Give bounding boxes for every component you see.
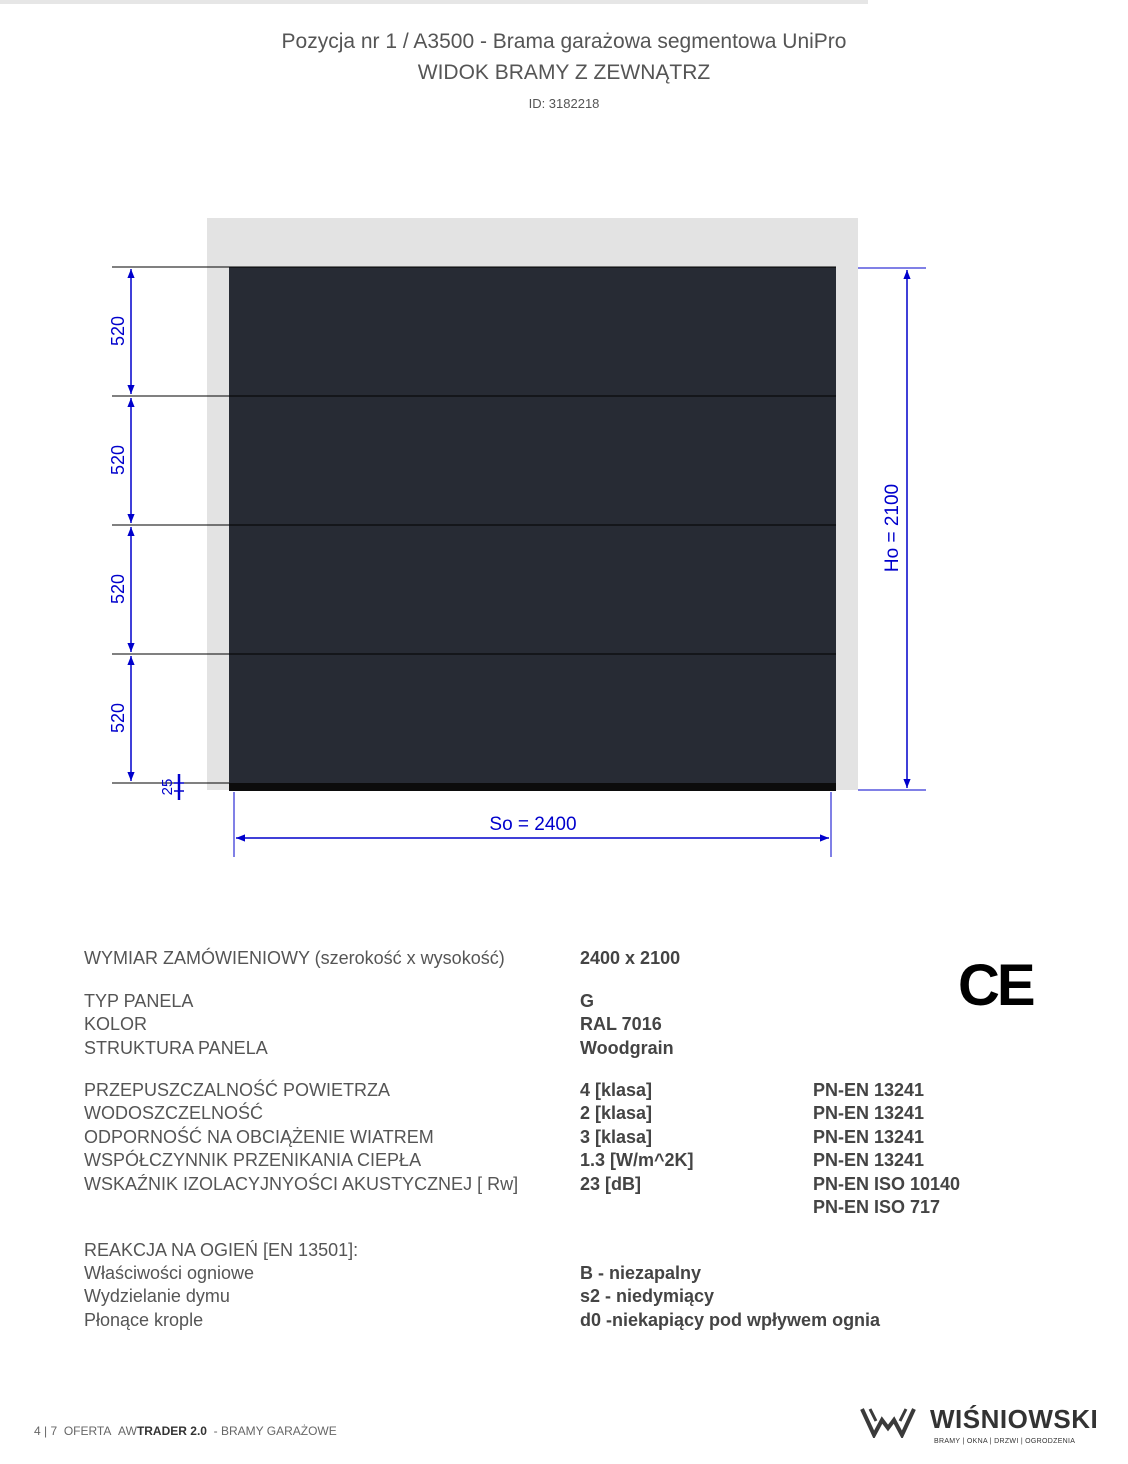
spec-heat-label: WSPÓŁCZYNNIK PRZENIKANIA CIEPŁA bbox=[84, 1150, 422, 1170]
spec-heat-value: 1.3 [W/m^2K] bbox=[580, 1150, 694, 1170]
spec-smoke-label: Wydzielanie dymu bbox=[84, 1286, 230, 1306]
spec-drops-value: d0 -niekapiący pod wpływem ognia bbox=[580, 1310, 881, 1330]
spec-wind-standard: PN-EN 13241 bbox=[813, 1127, 925, 1147]
footer-page: 4 | 7 bbox=[34, 1424, 58, 1438]
page-title: Pozycja nr 1 / A3500 - Brama garażowa segmentowa UniPro bbox=[281, 30, 847, 53]
spec-panel-type-value: G bbox=[580, 991, 595, 1011]
panel-dim-label: 520 bbox=[108, 702, 128, 734]
footer-aw: AW bbox=[118, 1424, 137, 1438]
top-rule bbox=[0, 0, 868, 4]
spec-fire-props-label: Właściwości ogniowe bbox=[84, 1263, 255, 1283]
footer-trader: TRADER 2.0 bbox=[136, 1424, 207, 1438]
company-logo bbox=[860, 1404, 1110, 1450]
door-leaf bbox=[229, 267, 836, 790]
spec-order-size-value: 2400 x 2100 bbox=[580, 948, 681, 968]
door-bottom-seal bbox=[229, 783, 836, 791]
spec-structure-value: Woodgrain bbox=[580, 1038, 674, 1058]
page-subtitle: WIDOK BRAMY Z ZEWNĄTRZ bbox=[417, 61, 711, 84]
spec-air-value: 4 [klasa] bbox=[580, 1080, 653, 1100]
spec-wind-label: ODPORNOŚĆ NA OBCIĄŻENIE WIATREM bbox=[84, 1127, 434, 1147]
footer bbox=[34, 1424, 337, 1438]
spec-air-label: PRZEPUSZCZALNOŚĆ POWIETRZA bbox=[84, 1080, 391, 1100]
panel-dim-label: 520 bbox=[108, 573, 128, 605]
door-drawing bbox=[0, 200, 1128, 870]
height-dim-label: Ho = 2100 bbox=[882, 483, 903, 573]
spec-acoustic-label: WSKAŹNIK IZOLACYJNYOŚCI AKUSTYCZNEJ [ Rw] bbox=[84, 1174, 519, 1194]
spec-water-value: 2 [klasa] bbox=[580, 1103, 653, 1123]
logo-mark-icon bbox=[860, 1406, 916, 1438]
ce-mark: CE bbox=[958, 953, 1033, 1018]
spec-acoustic-value: 23 [dB] bbox=[580, 1174, 642, 1194]
spec-water-standard: PN-EN 13241 bbox=[813, 1103, 925, 1123]
footer-section: - BRAMY GARAŻOWE bbox=[213, 1424, 337, 1438]
spec-smoke-value: s2 - niedymiący bbox=[580, 1286, 715, 1306]
spec-color-value: RAL 7016 bbox=[580, 1014, 662, 1034]
spec-panel-type-label: TYP PANELA bbox=[84, 991, 194, 1011]
spec-water-label: WODOSZCZELNOŚĆ bbox=[84, 1103, 264, 1123]
panel-dim-label: 520 bbox=[108, 444, 128, 476]
spec-heat-standard: PN-EN 13241 bbox=[813, 1150, 925, 1170]
logo-tagline: BRAMY | OKNA | DRZWI | OGRODZENIA bbox=[934, 1438, 1076, 1445]
spec-acoustic-standard: PN-EN ISO 10140 bbox=[813, 1174, 961, 1194]
width-dim-label: So = 2400 bbox=[489, 814, 577, 835]
spec-fire-props-value: B - niezapalny bbox=[580, 1263, 702, 1283]
document-id: ID: 3182218 bbox=[528, 96, 600, 111]
spec-fire-heading: REAKCJA NA OGIEŃ [EN 13501]: bbox=[84, 1240, 359, 1260]
footer-offer: OFERTA bbox=[63, 1424, 112, 1438]
spec-structure-label: STRUKTURA PANELA bbox=[84, 1038, 268, 1058]
logo-name: WIŚNIOWSKI bbox=[930, 1404, 1099, 1434]
spec-order-size-label: WYMIAR ZAMÓWIENIOWY (szerokość x wysokość) bbox=[84, 948, 505, 968]
spec-acoustic-standard-2: PN-EN ISO 717 bbox=[813, 1197, 941, 1217]
spec-drops-label: Płonące krople bbox=[84, 1310, 204, 1330]
spec-wind-value: 3 [klasa] bbox=[580, 1127, 653, 1147]
spec-air-standard: PN-EN 13241 bbox=[813, 1080, 925, 1100]
spec-color-label: KOLOR bbox=[84, 1014, 148, 1034]
panel-dim-label: 520 bbox=[108, 315, 128, 347]
offset-dim-label: 25 bbox=[159, 778, 176, 796]
